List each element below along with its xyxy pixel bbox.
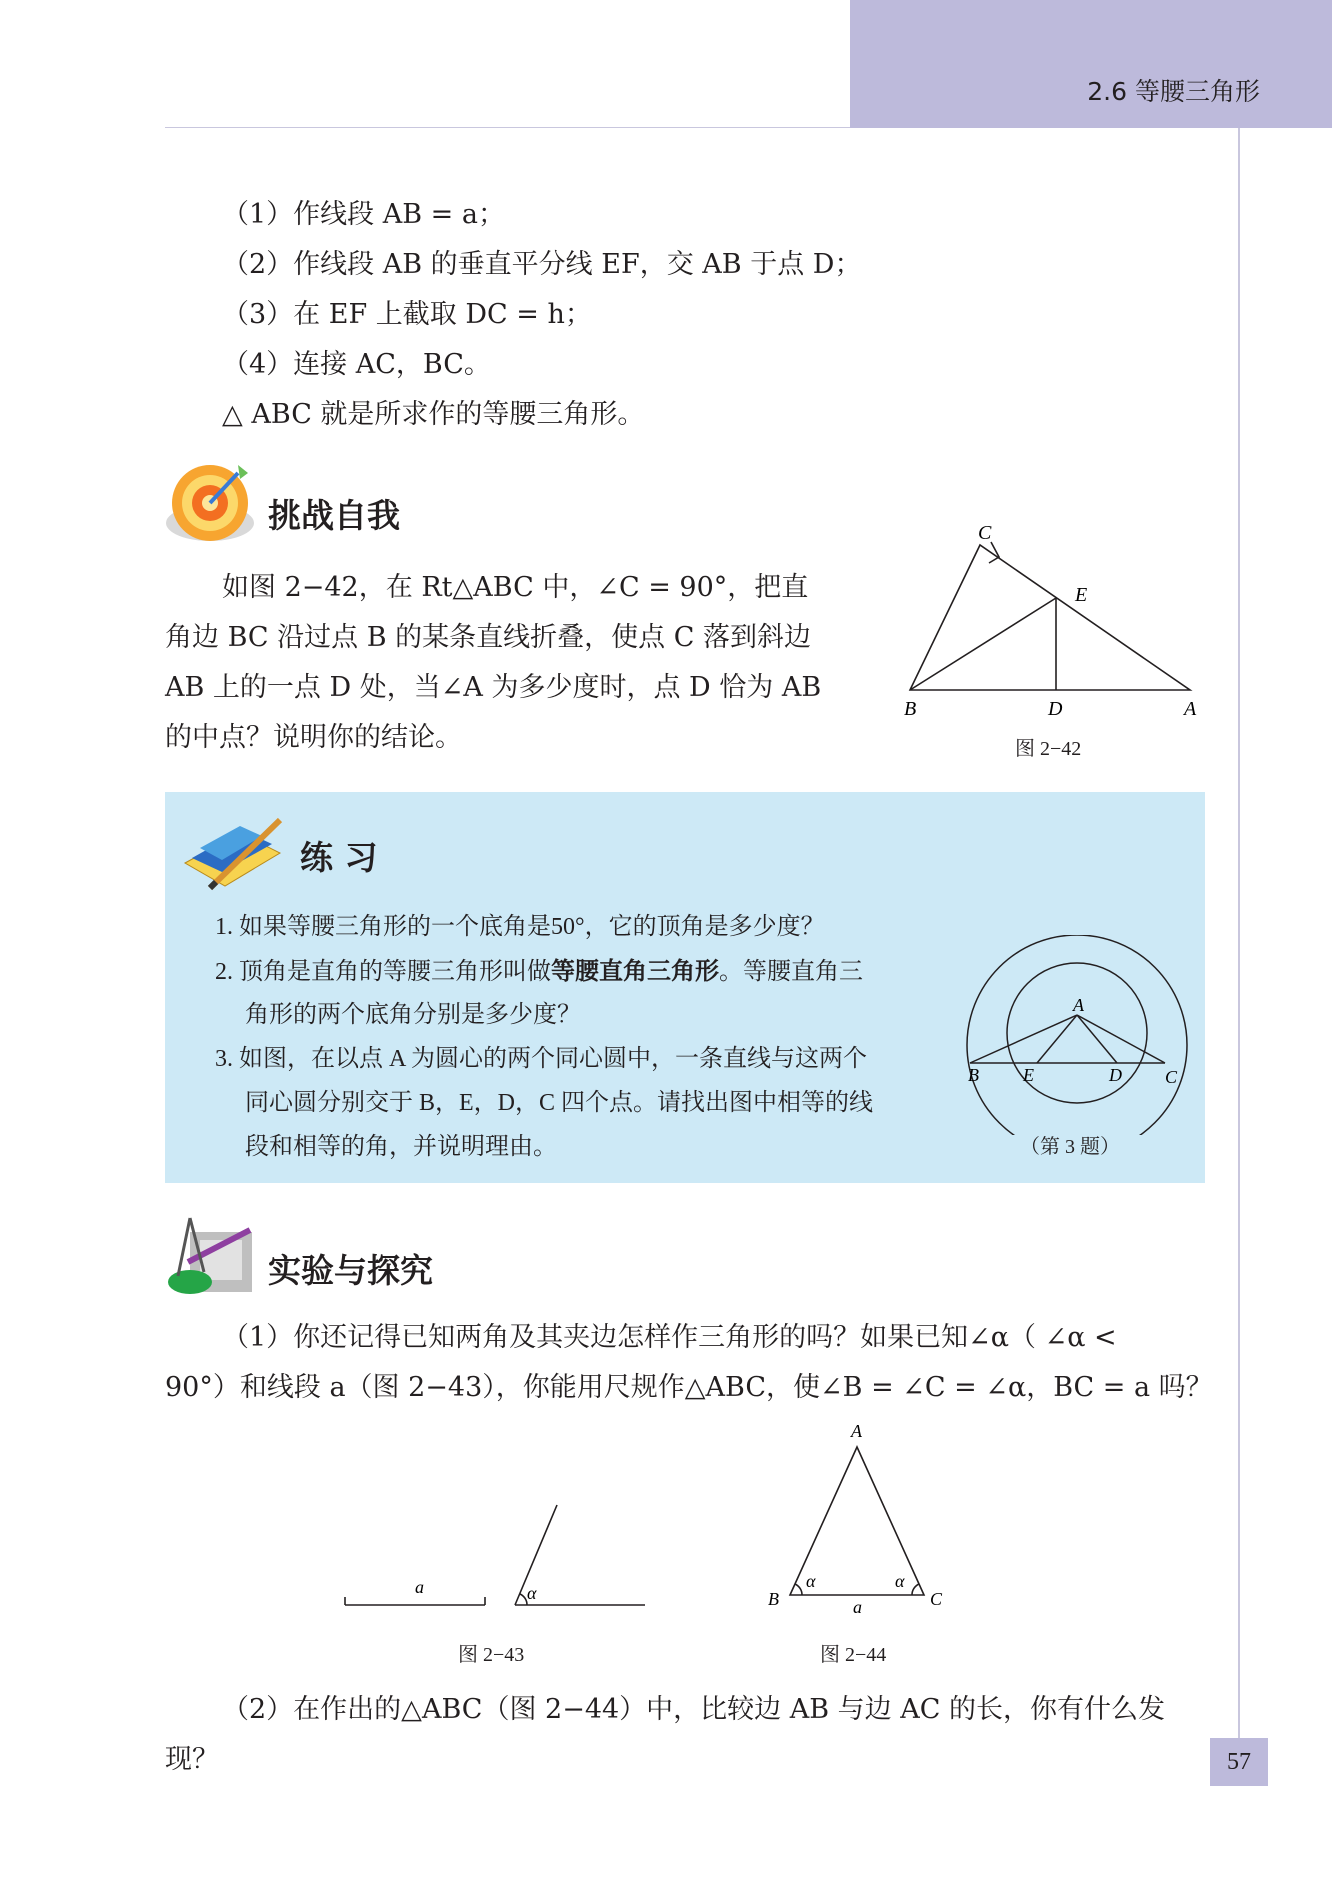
section-title: 2.6 等腰三角形 bbox=[1087, 77, 1260, 106]
target-icon bbox=[160, 455, 260, 555]
fig42-label-c: C bbox=[978, 525, 992, 544]
practice-title: 练 习 bbox=[300, 838, 378, 877]
challenge-line-4: 的中点？说明你的结论。 bbox=[165, 722, 462, 753]
figure-2-42 bbox=[890, 525, 1210, 725]
practice-item-2 bbox=[215, 949, 863, 994]
circ-label-b: B bbox=[968, 1065, 979, 1085]
fig42-label-b: B bbox=[904, 698, 917, 720]
header-rule bbox=[165, 127, 850, 128]
practice-item-2-line-2: 角形的两个底角分别是多少度？ bbox=[245, 1002, 581, 1028]
book-pencil-icon bbox=[180, 808, 290, 898]
fig43-segment-label: a bbox=[415, 1577, 424, 1597]
experiment-part2-line-1: （2）在作出的△ABC（图 2−44）中，比较边 AB 与边 AC 的长，你有什么发 bbox=[222, 1694, 1166, 1725]
fig44-label-base: a bbox=[853, 1597, 862, 1617]
concentric-circles-figure bbox=[965, 935, 1195, 1135]
step-2: （2）作线段 AB 的垂直平分线 EF，交 AB 于点 D； bbox=[222, 249, 862, 280]
term-isosceles-right-triangle: 等腰直角三角形 bbox=[551, 957, 719, 985]
practice-figure-caption: （第 3 题） bbox=[1020, 1136, 1120, 1158]
practice-item-3: 3. 如图，在以点 A 为圆心的两个同心圆中，一条直线与这两个 bbox=[215, 1046, 868, 1072]
step-1: （1）作线段 AB = a； bbox=[222, 199, 505, 230]
practice-item-1: 1. 如果等腰三角形的一个底角是50°，它的顶角是多少度？ bbox=[215, 914, 825, 940]
side-rule bbox=[1238, 128, 1240, 1738]
circ-label-d: D bbox=[1109, 1065, 1122, 1085]
fig44-label-a: A bbox=[851, 1421, 862, 1441]
experiment-line-2: 90°）和线段 a（图 2−43），你能用尺规作△ABC，使∠B = ∠C = ∠α，BC = a 吗？ bbox=[165, 1372, 1213, 1403]
challenge-line-3: AB 上的一点 D 处，当∠A 为多少度时，点 D 恰为 AB bbox=[165, 672, 822, 703]
experiment-title: 实验与探究 bbox=[268, 1251, 433, 1290]
fig44-label-c: C bbox=[930, 1589, 943, 1609]
practice-item-3-line-3: 段和相等的角，并说明理由。 bbox=[245, 1134, 557, 1160]
fig43-caption: 图 2−43 bbox=[458, 1644, 525, 1666]
step-4: （4）连接 AC，BC。 bbox=[222, 349, 491, 380]
circ-label-e: E bbox=[1023, 1065, 1034, 1085]
circ-label-a: A bbox=[1073, 995, 1084, 1015]
step-3: （3）在 EF 上截取 DC = h； bbox=[222, 299, 592, 330]
fig44-label-b: B bbox=[768, 1589, 779, 1609]
step-conclusion: △ ABC 就是所求作的等腰三角形。 bbox=[222, 399, 645, 430]
fig42-label-e: E bbox=[1075, 584, 1088, 606]
circ-label-c: C bbox=[1165, 1067, 1178, 1087]
challenge-title: 挑战自我 bbox=[268, 496, 400, 535]
experiment-line-1: （1）你还记得已知两角及其夹边怎样作三角形的吗？如果已知∠α（ ∠α < bbox=[222, 1322, 1117, 1353]
header-bar bbox=[850, 0, 1332, 128]
figure-2-44 bbox=[760, 1415, 960, 1620]
practice-item-2-text: 2. 顶角是直角的等腰三角形叫做 bbox=[215, 959, 551, 985]
fig44-angle-c: α bbox=[895, 1571, 905, 1591]
practice-item-3-line-2: 同心圆分别交于 B，E，D，C 四个点。请找出图中相等的线 bbox=[245, 1090, 874, 1116]
experiment-part2-line-2: 现？ bbox=[165, 1744, 219, 1775]
compass-ruler-icon bbox=[160, 1210, 260, 1300]
page-number: 57 bbox=[1210, 1738, 1268, 1786]
practice-item-2-rest: 。等腰直角三 bbox=[719, 959, 863, 985]
fig42-label-a: A bbox=[1184, 698, 1197, 720]
fig44-caption: 图 2−44 bbox=[820, 1644, 887, 1666]
figure-2-43 bbox=[335, 1495, 655, 1620]
challenge-line-1: 如图 2−42，在 Rt△ABC 中，∠C = 90°，把直 bbox=[222, 572, 809, 603]
fig42-label-d: D bbox=[1048, 698, 1063, 720]
fig43-angle-label: α bbox=[527, 1583, 537, 1603]
fig44-angle-b: α bbox=[806, 1571, 816, 1591]
fig42-caption: 图 2−42 bbox=[1015, 738, 1082, 760]
challenge-line-2: 角边 BC 沿过点 B 的某条直线折叠，使点 C 落到斜边 bbox=[165, 622, 811, 653]
